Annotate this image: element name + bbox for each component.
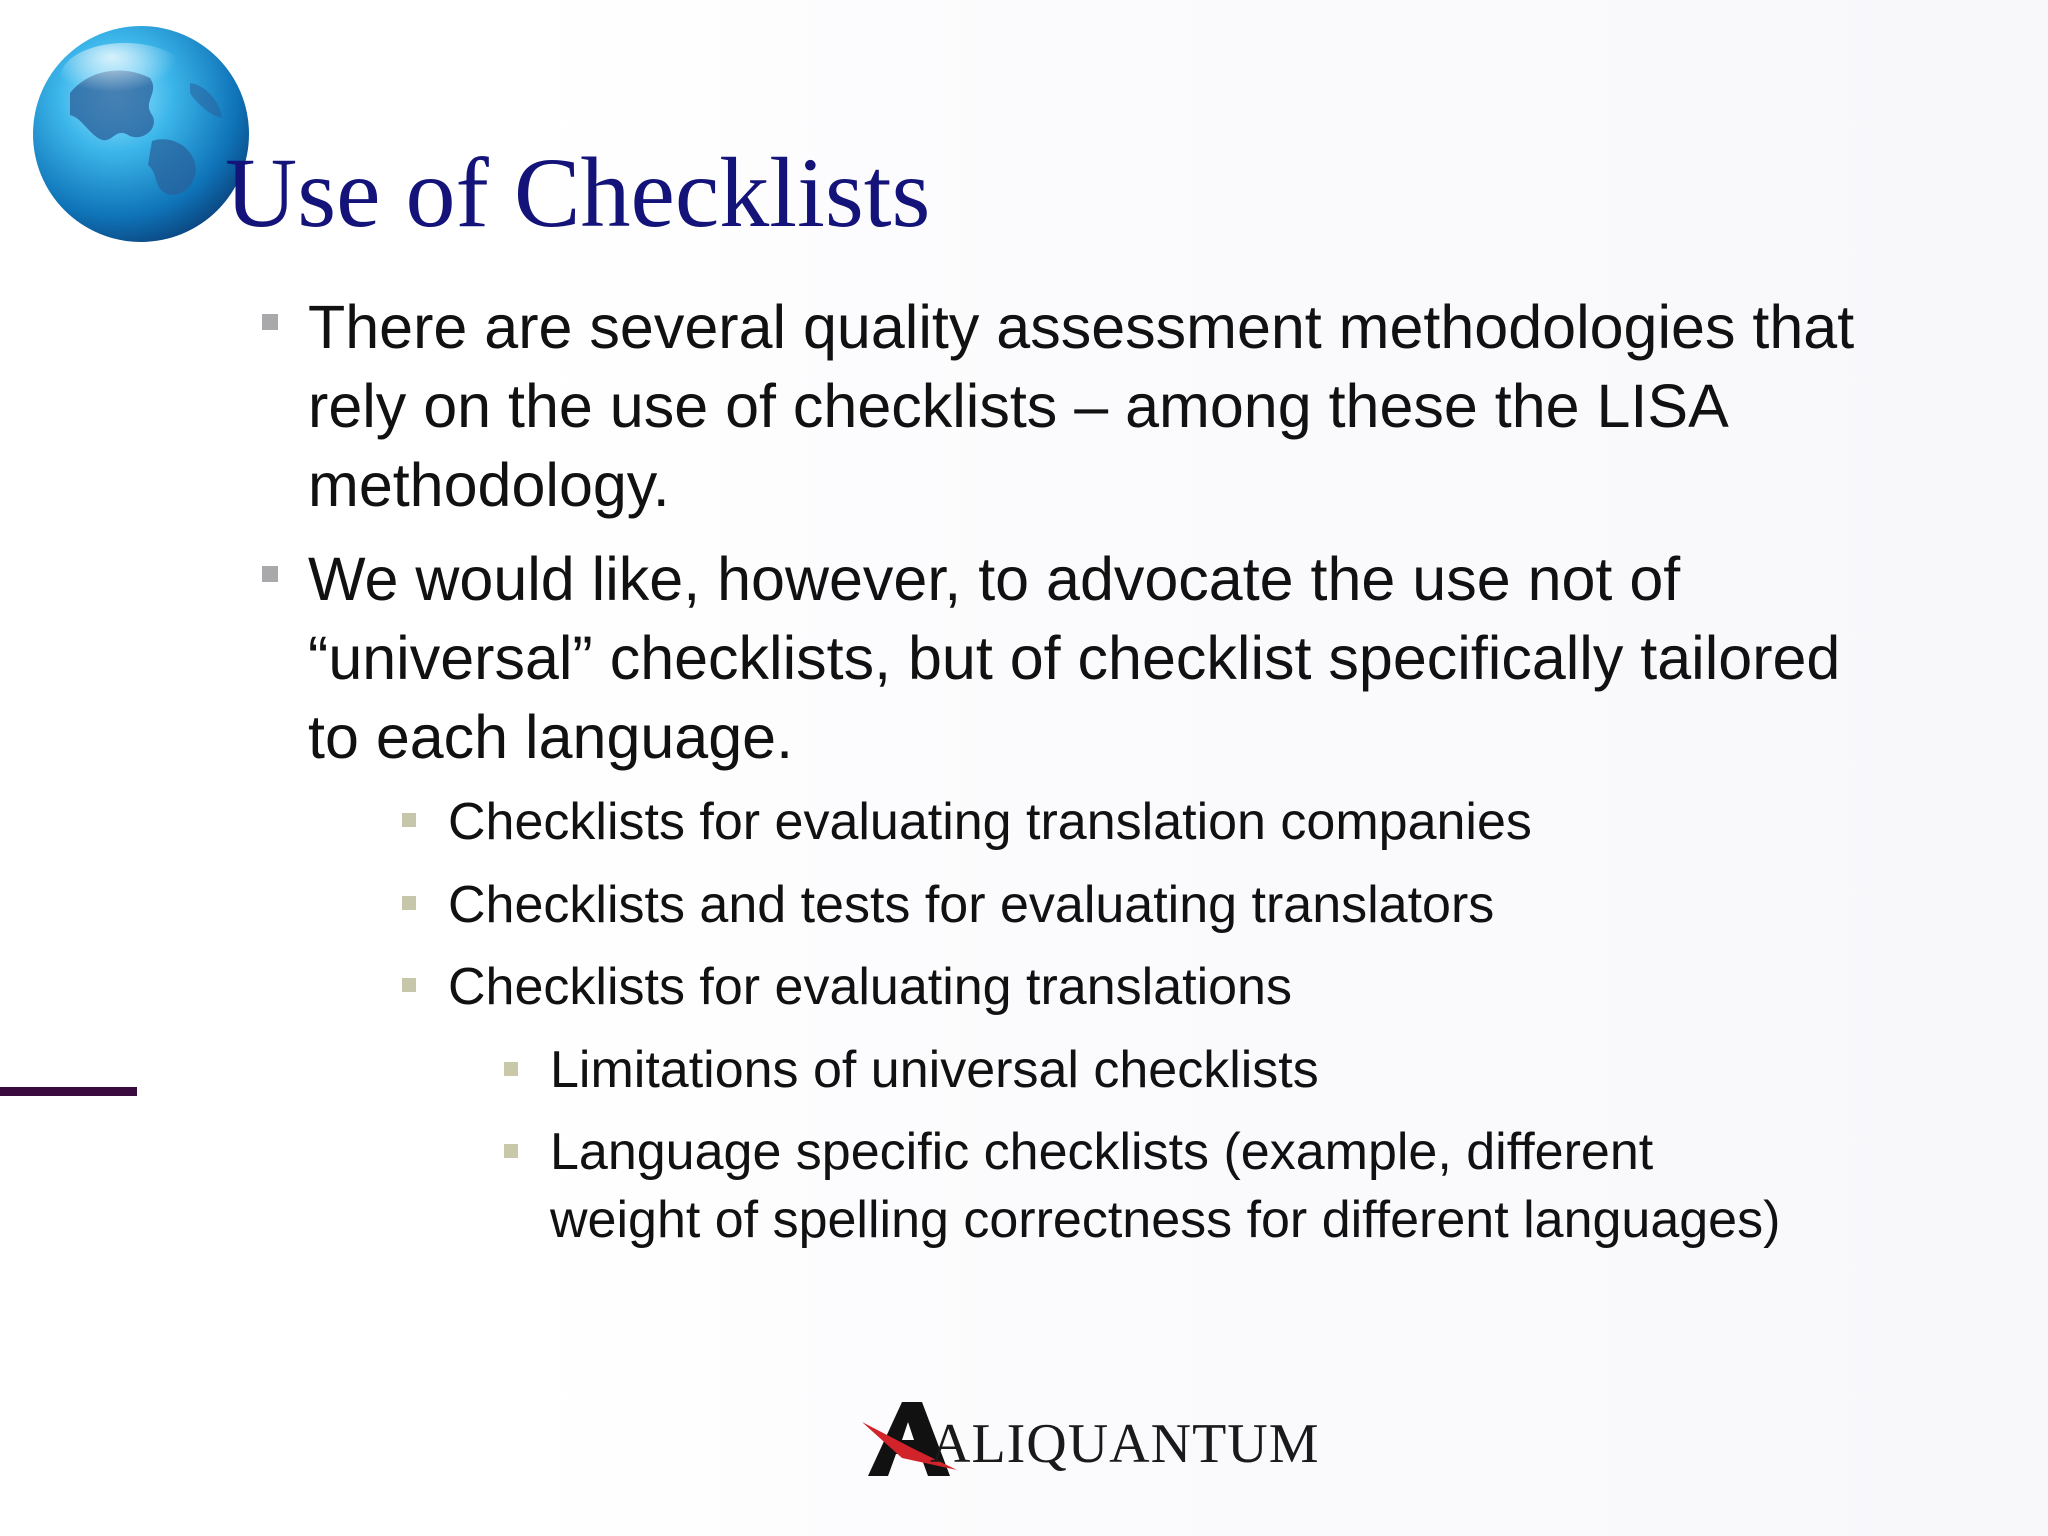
bullet-square-icon bbox=[504, 1144, 518, 1158]
slide-title: Use of Checklists bbox=[225, 137, 931, 248]
bullet-text: There are several quality assessment methodologies that rely on the use of checklists – among these the LISA methodology. bbox=[308, 293, 1855, 519]
bullet-square-icon bbox=[402, 896, 416, 910]
sub-bullet-text: Checklists and tests for evaluating translators bbox=[448, 876, 1495, 934]
bullet-square-icon bbox=[504, 1062, 518, 1076]
sub-sub-bullet-text: Limitations of universal checklists bbox=[550, 1041, 1319, 1099]
logo-text: ALIQUANTUM bbox=[930, 1413, 1320, 1475]
bullet-square-icon bbox=[262, 314, 278, 330]
bullet-square-icon bbox=[262, 566, 278, 582]
bullet-text: We would like, however, to advocate the use not of “universal” checklists, but of checklist specifically tailored to each language. bbox=[308, 545, 1841, 771]
sub-sub-bullet-text: Language specific checklists (example, different weight of spelling correctness for different languages) bbox=[550, 1123, 1781, 1249]
aliquantum-logo bbox=[862, 1398, 1320, 1480]
sub-bullet-text: Checklists for evaluating translation companies bbox=[448, 793, 1532, 851]
bullet-square-icon bbox=[402, 978, 416, 992]
bullet-square-icon bbox=[402, 813, 416, 827]
sub-bullet-text: Checklists for evaluating translations bbox=[448, 958, 1292, 1016]
